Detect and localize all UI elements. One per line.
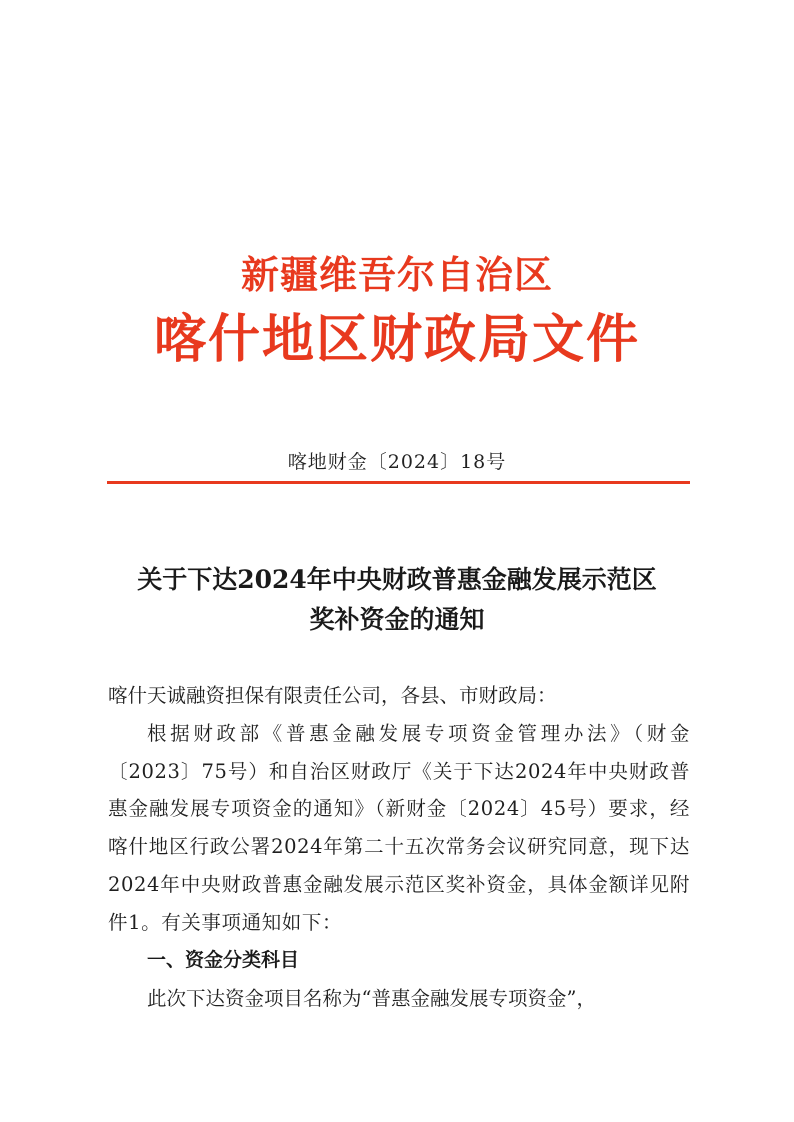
section-heading-1: 一、资金分类科目 [147, 949, 300, 971]
red-divider [107, 481, 690, 484]
document-number: 喀地财金〔2024〕18号 [287, 451, 507, 473]
addressee: 喀什天诚融资担保有限责任公司，各县、市财政局： [108, 684, 557, 707]
document-title [0, 560, 794, 640]
title-line-2: 奖补资金的通知 [309, 605, 485, 634]
body-paragraph-1: 根据财政部《普惠金融发展专项资金管理办法》（财金〔2023〕75号）和自治区财政厅《关于下达2024年中央财政普惠金融发展专项资金的通知》（新财金〔2024〕45号）要求，经喀什地区行政公署2024年第二十五次常务会议研究同意，现下达2024年中央财政普惠金融发展示范区奖补资金，具体金额详见附件1。有关事项通知如下： [108, 722, 690, 934]
issuer-region: 新疆维吾尔自治区 [240, 252, 553, 297]
issuer-office: 喀什地区财政局文件 [153, 309, 640, 370]
body-paragraph-2: 此次下达资金项目名称为“普惠金融发展专项资金”， [147, 987, 596, 1010]
title-line-1: 关于下达2024年中央财政普惠金融发展示范区 [137, 565, 657, 594]
